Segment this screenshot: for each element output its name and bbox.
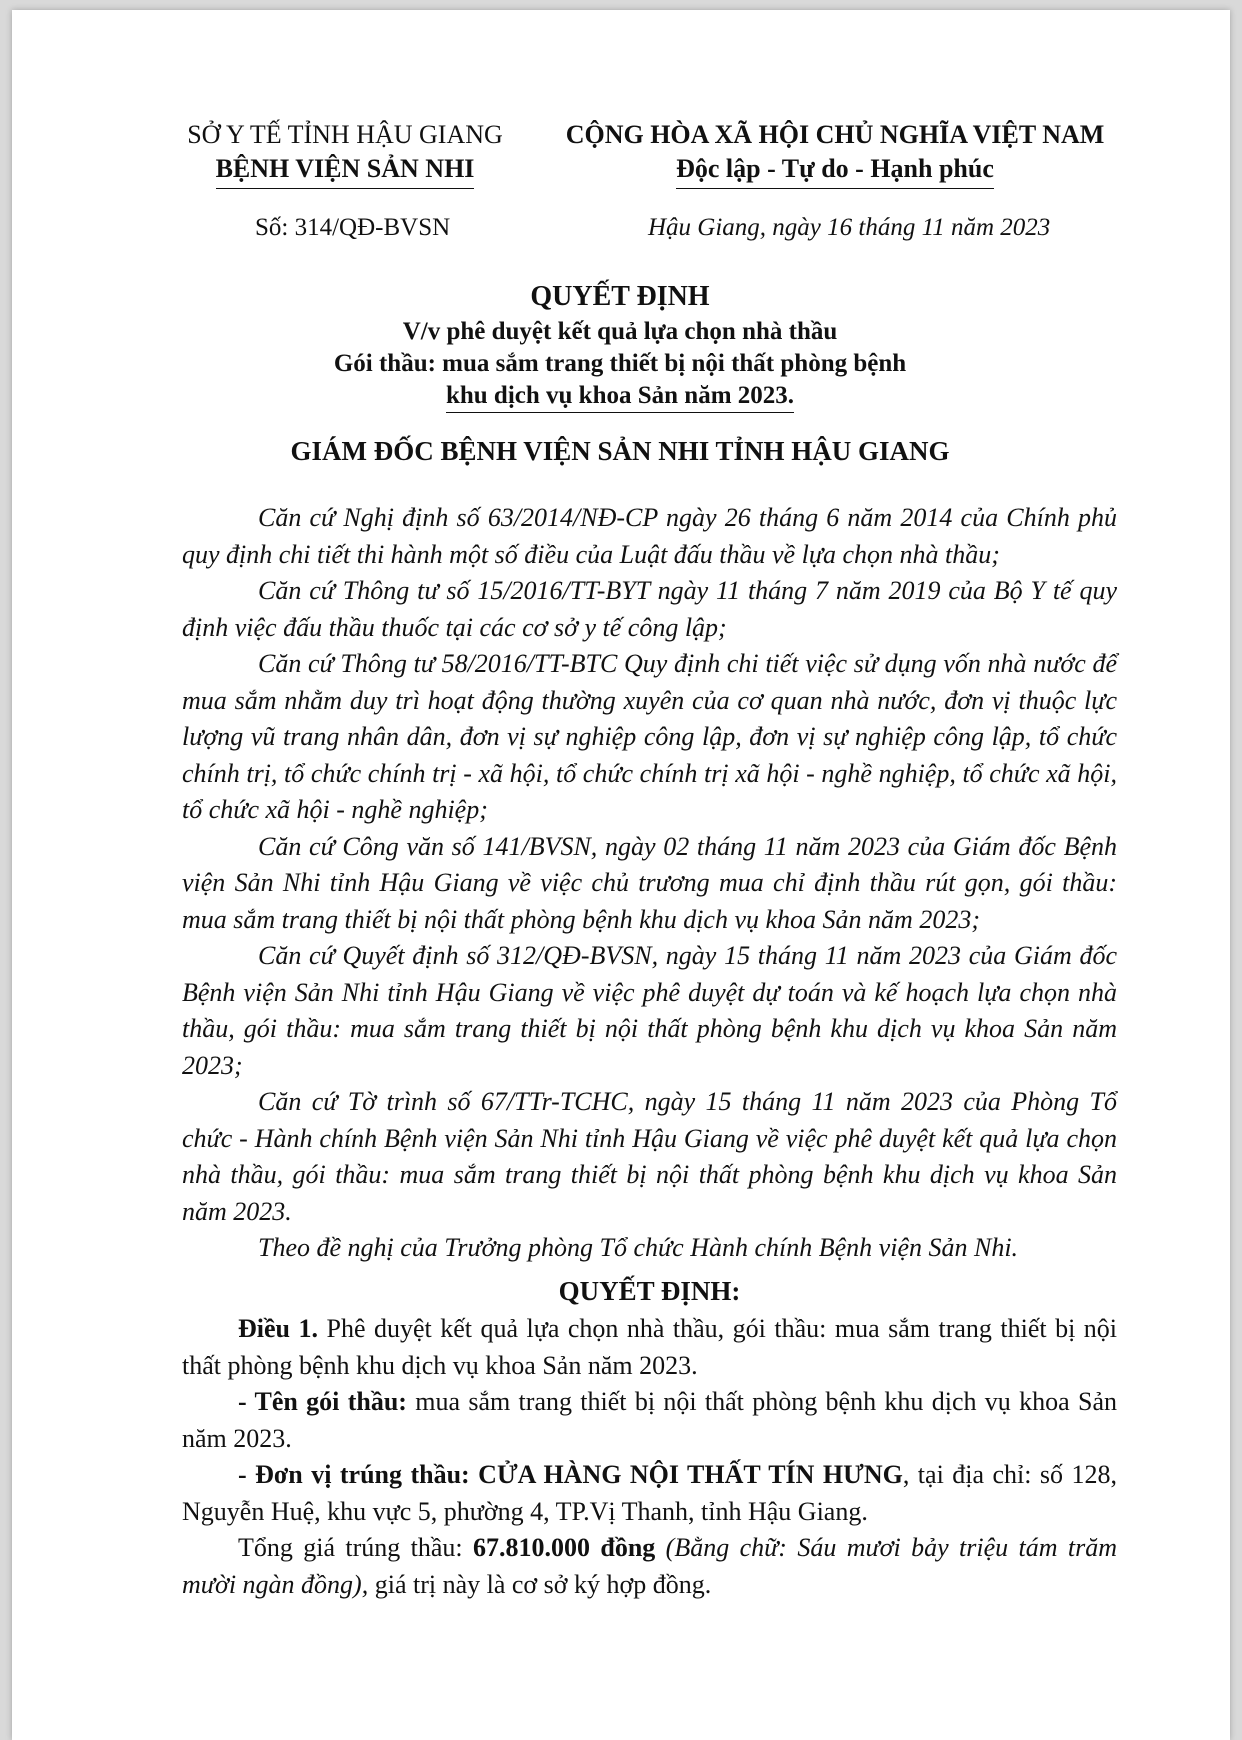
price-label: Tổng giá trúng thầu: bbox=[238, 1533, 473, 1562]
proposal-basis: Theo đề nghị của Trưởng phòng Tổ chức Hành chính Bệnh viện Sản Nhi. bbox=[258, 1233, 1019, 1262]
agency-name: SỞ Y TẾ TỈNH HẬU GIANG bbox=[187, 120, 503, 149]
decision-subject-2: Gói thầu: mua sắm trang thiết bị nội thất phòng bệnh bbox=[333, 350, 907, 377]
legal-basis-6: Căn cứ Tờ trình số 67/TTr-TCHC, ngày 15 tháng 11 năm 2023 của Phòng Tổ chức - Hành chính Bệnh viện Sản Nhi tỉnh Hậu Giang về việc phê duyệt kết quả lựa chọn nhà thầu, gói thầu: mua sắm trang thiết bị nội thất phòng bệnh khu dịch vụ khoa Sản năm 2023. bbox=[182, 1087, 1117, 1226]
national-title-block bbox=[550, 118, 1120, 189]
price-in-words: (Bằng chữ: Sáu mươi bảy triệu tám trăm mười ngàn đồng), bbox=[182, 1533, 1117, 1599]
legal-basis-3: Căn cứ Thông tư 58/2016/TT-BTC Quy định chi tiết việc sử dụng vốn nhà nước để mua sắm nhằm duy trì hoạt động thường xuyên của cơ quan nhà nước, đơn vị thuộc lực lượng vũ trang nhân dân, đơn vị sự nghiệp công lập, đơn vị sự nghiệp công lập, tổ chức chính trị, tổ chức chính trị - xã hội, tổ chức chính trị xã hội - nghề nghiệp, tổ chức xã hội, tổ chức xã hội - nghề nghiệp; bbox=[182, 649, 1117, 824]
place-date: Hậu Giang, ngày 16 tháng 11 năm 2023 bbox=[648, 214, 1051, 241]
price-tail: giá trị này là cơ sở ký hợp đồng. bbox=[368, 1569, 712, 1599]
document-body bbox=[182, 500, 1117, 1603]
winner-label: - Đơn vị trúng thầu: CỬA HÀNG NỘI THẤT TÍN HƯNG bbox=[238, 1460, 903, 1489]
hospital-name: BỆNH VIỆN SẢN NHI bbox=[216, 152, 475, 189]
package-label: - Tên gói thầu: bbox=[238, 1387, 407, 1416]
package-name-para bbox=[182, 1384, 1117, 1457]
price-para bbox=[182, 1530, 1117, 1603]
package-text: mua sắm trang thiết bị nội thất phòng bệnh khu dịch vụ khoa Sản năm 2023. bbox=[182, 1387, 1117, 1453]
director-title: GIÁM ĐỐC BỆNH VIỆN SẢN NHI TỈNH HẬU GIANG bbox=[290, 436, 950, 466]
winner-address: , tại địa chỉ: số 128, Nguyễn Huệ, khu vực 5, phường 4, TP.Vị Thanh, tỉnh Hậu Giang. bbox=[182, 1460, 1118, 1526]
article-1 bbox=[182, 1311, 1117, 1603]
legal-basis-2: Căn cứ Thông tư số 15/2016/TT-BYT ngày 11 tháng 7 năm 2019 của Bộ Y tế quy định việc đấu thầu thuốc tại các cơ sở y tế công lập; bbox=[182, 576, 1117, 642]
decision-title: QUYẾT ĐỊNH bbox=[530, 281, 710, 312]
article-1-text: Phê duyệt kết quả lựa chọn nhà thầu, gói thầu: mua sắm trang thiết bị nội thất phòng bệnh khu dịch vụ khoa Sản năm 2023. bbox=[182, 1314, 1118, 1380]
issuer-block bbox=[165, 118, 525, 189]
decision-heading: QUYẾT ĐỊNH: bbox=[558, 1275, 741, 1306]
decision-subject-1: V/v phê duyệt kết quả lựa chọn nhà thầu bbox=[402, 318, 838, 345]
decision-subject-3: khu dịch vụ khoa Sản năm 2023. bbox=[446, 380, 794, 413]
national-motto: Độc lập - Tự do - Hạnh phúc bbox=[676, 152, 994, 189]
decision-title-block bbox=[170, 278, 1070, 413]
legal-basis-4: Căn cứ Công văn số 141/BVSN, ngày 02 tháng 11 năm 2023 của Giám đốc Bệnh viện Sản Nhi tỉnh Hậu Giang về việc chủ trương mua chỉ định thầu rút gọn, gói thầu: mua sắm trang thiết bị nội thất phòng bệnh khu dịch vụ khoa Sản năm 2023; bbox=[182, 831, 1117, 934]
document-number: Số: 314/QĐ-BVSN bbox=[255, 214, 451, 241]
article-1-para bbox=[182, 1311, 1117, 1384]
article-1-label: Điều 1. bbox=[238, 1314, 318, 1343]
price-value: 67.810.000 đồng bbox=[473, 1533, 656, 1562]
winner-para bbox=[182, 1457, 1117, 1530]
legal-basis-5: Căn cứ Quyết định số 312/QĐ-BVSN, ngày 15 tháng 11 năm 2023 của Giám đốc Bệnh viện Sản Nhi tỉnh Hậu Giang về việc phê duyệt dự toán và kế hoạch lựa chọn nhà thầu, gói thầu: mua sắm trang thiết bị nội thất phòng bệnh khu dịch vụ khoa Sản năm 2023; bbox=[182, 941, 1117, 1080]
republic-title: CỘNG HÒA XÃ HỘI CHỦ NGHĨA VIỆT NAM bbox=[565, 120, 1105, 149]
legal-basis-1: Căn cứ Nghị định số 63/2014/NĐ-CP ngày 26 tháng 6 năm 2014 của Chính phủ quy định chi tiết thi hành một số điều của Luật đấu thầu về lựa chọn nhà thầu; bbox=[182, 503, 1117, 569]
